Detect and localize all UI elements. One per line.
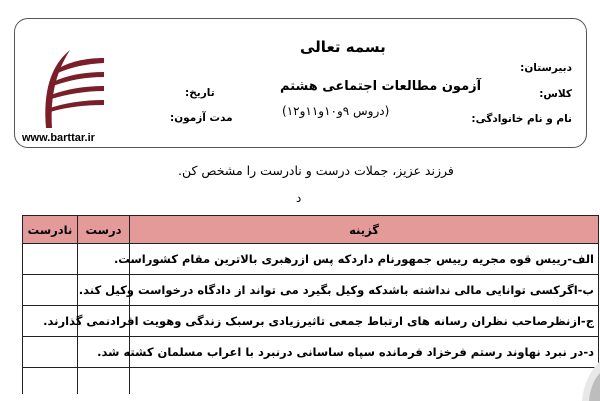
table-row — [23, 275, 599, 306]
table-row — [23, 244, 599, 275]
barttar-logo-icon — [40, 48, 106, 130]
incorrect-cell[interactable] — [23, 244, 78, 275]
duration-label: مدت آزمون: — [170, 112, 233, 124]
exam-title: آزمون مطالعات اجتماعی هشتم — [280, 79, 482, 94]
date-label: تاریخ: — [185, 87, 215, 99]
table-header-row — [23, 216, 599, 244]
incorrect-cell[interactable] — [23, 368, 78, 395]
statement-cell: ب-اگرکسی توانایی مالی نداشته باشدکه وکیل بگیرد می تواند از دادگاه درخواست وکیل کند. — [130, 275, 599, 306]
page-title: بسمه تعالی — [300, 38, 386, 56]
incorrect-cell[interactable] — [23, 337, 78, 368]
table-row — [23, 306, 599, 337]
stray-letter: د — [296, 191, 302, 205]
correct-cell[interactable] — [78, 368, 130, 395]
table-row — [23, 368, 599, 395]
statement-cell: ج-ازنظرصاحب نظران رسانه های ارتباط جمعی تاثیرزیادی برسبک زندگی وهویت افرادنمی گذارند. — [130, 306, 599, 337]
class-label: کلاس: — [539, 88, 572, 100]
correct-column-header: درست — [78, 216, 130, 244]
incorrect-column-header: نادرست — [23, 216, 78, 244]
student-name-label: نام و نام خانوادگی: — [471, 113, 572, 125]
statement-cell — [130, 368, 599, 395]
school-label: دبیرستان: — [520, 62, 572, 74]
logo-url: www.barttar.ir — [22, 132, 95, 144]
table-row — [23, 337, 599, 368]
exam-lessons: (دروس ۹و۱۰و۱۱و۱۲) — [282, 104, 390, 118]
instruction-text: فرزند عزیز، جملات درست و نادرست را مشخص کن. — [178, 163, 454, 178]
statement-cell: د-در نبرد نهاوند رستم فرخزاد فرمانده سپاه ساسانی درنبرد با اعراب مسلمان کشته شد. — [130, 337, 599, 368]
incorrect-cell[interactable] — [23, 275, 78, 306]
statement-cell: الف-رییس قوه مجریه رییس جمهورنام داردکه پس ازرهبری بالاترین مقام کشوراست. — [130, 244, 599, 275]
corner-decoration-icon — [570, 361, 600, 401]
option-column-header: گزینه — [130, 216, 599, 244]
true-false-table — [22, 215, 599, 394]
